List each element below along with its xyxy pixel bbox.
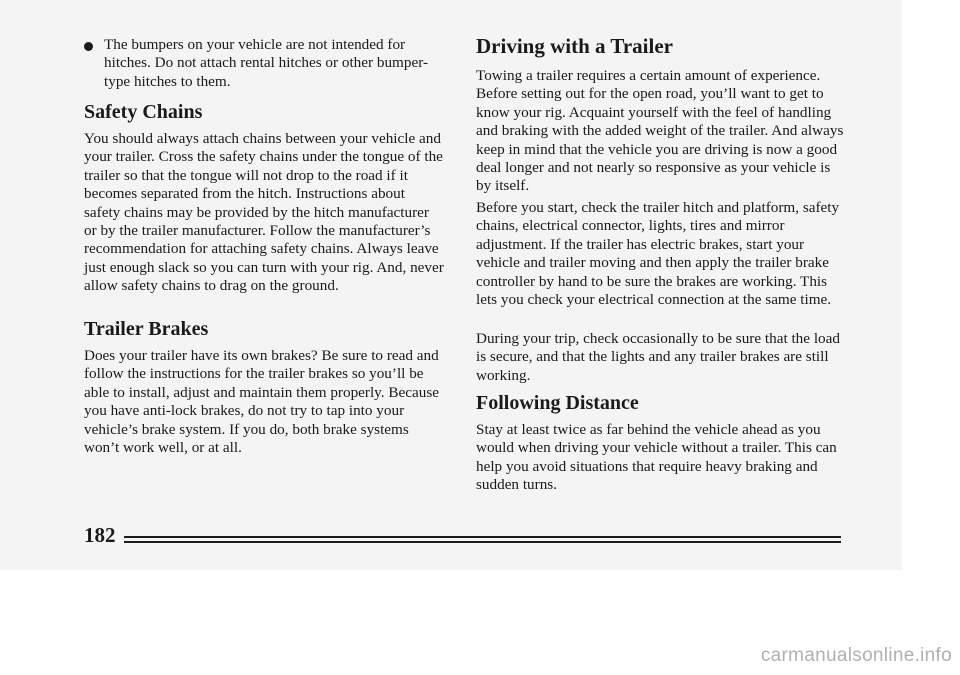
heading-trailer-brakes: Trailer Brakes: [84, 318, 209, 340]
bullet-dot-icon: [84, 42, 93, 51]
bullet-text: The bumpers on your vehicle are not intended for hitches. Do not attach rental hitches or other bumper-type hitches to them.: [104, 36, 429, 90]
watermark-text: carmanualsonline.info: [760, 645, 952, 666]
bullet-item-bumpers: [84, 36, 444, 91]
driving-paragraph-2: Before you start, check the trailer hitch and platform, safety chains, electrical connector, lights, tires and mirror adjustment. If the trailer has electric brakes, start your vehicle and trailer moving and then apply the trailer brake controller by hand to be sure the brakes are working. This lets you check your electrical connection at the same time.: [476, 199, 840, 309]
driving-paragraph-1: Towing a trailer requires a certain amount of experience. Before setting out for the open road, you’ll want to get to know your rig. Acquaint yourself with the feel of handling and braking with the added weight of the trailer. And always keep in mind that the vehicle you are driving is now a good deal longer and not nearly so responsive as your vehicle is by itself.: [476, 67, 844, 195]
page-number: 182: [84, 523, 116, 547]
footer-rule-bottom: [124, 541, 841, 543]
heading-driving-with-trailer: Driving with a Trailer: [476, 34, 673, 58]
trailer-brakes-body: Does your trailer have its own brakes? Be sure to read and follow the instructions for the trailer brakes so you’ll be able to install, adjust and maintain them properly. Because you have anti-lock brakes, do not try to tap into your vehicle’s brake system. If you do, both brake systems won’t work well, or at all.: [84, 347, 439, 457]
safety-chains-body: You should always attach chains between your vehicle and your trailer. Cross the safety chains under the tongue of the trailer so that the tongue will not drop to the road if it becomes separated from the hitch. Instructions about safety chains may be provided by the hitch manufacturer or by the trailer manufacturer. Follow the manufacturer’s recommendation for attaching safety chains. Always leave just enough slack so you can turn with your rig. And, never allow safety chains to drag on the ground.: [84, 130, 444, 295]
heading-following-distance: Following Distance: [476, 392, 639, 414]
driving-paragraph-3: During your trip, check occasionally to be sure that the load is secure, and that the lights and any trailer brakes are still working.: [476, 330, 840, 384]
footer-rule-top: [124, 536, 841, 538]
heading-safety-chains: Safety Chains: [84, 101, 203, 123]
following-distance-body: Stay at least twice as far behind the vehicle ahead as you would when driving your vehicle without a trailer. This can help you avoid situations that require heavy braking and sudden turns.: [476, 421, 837, 494]
